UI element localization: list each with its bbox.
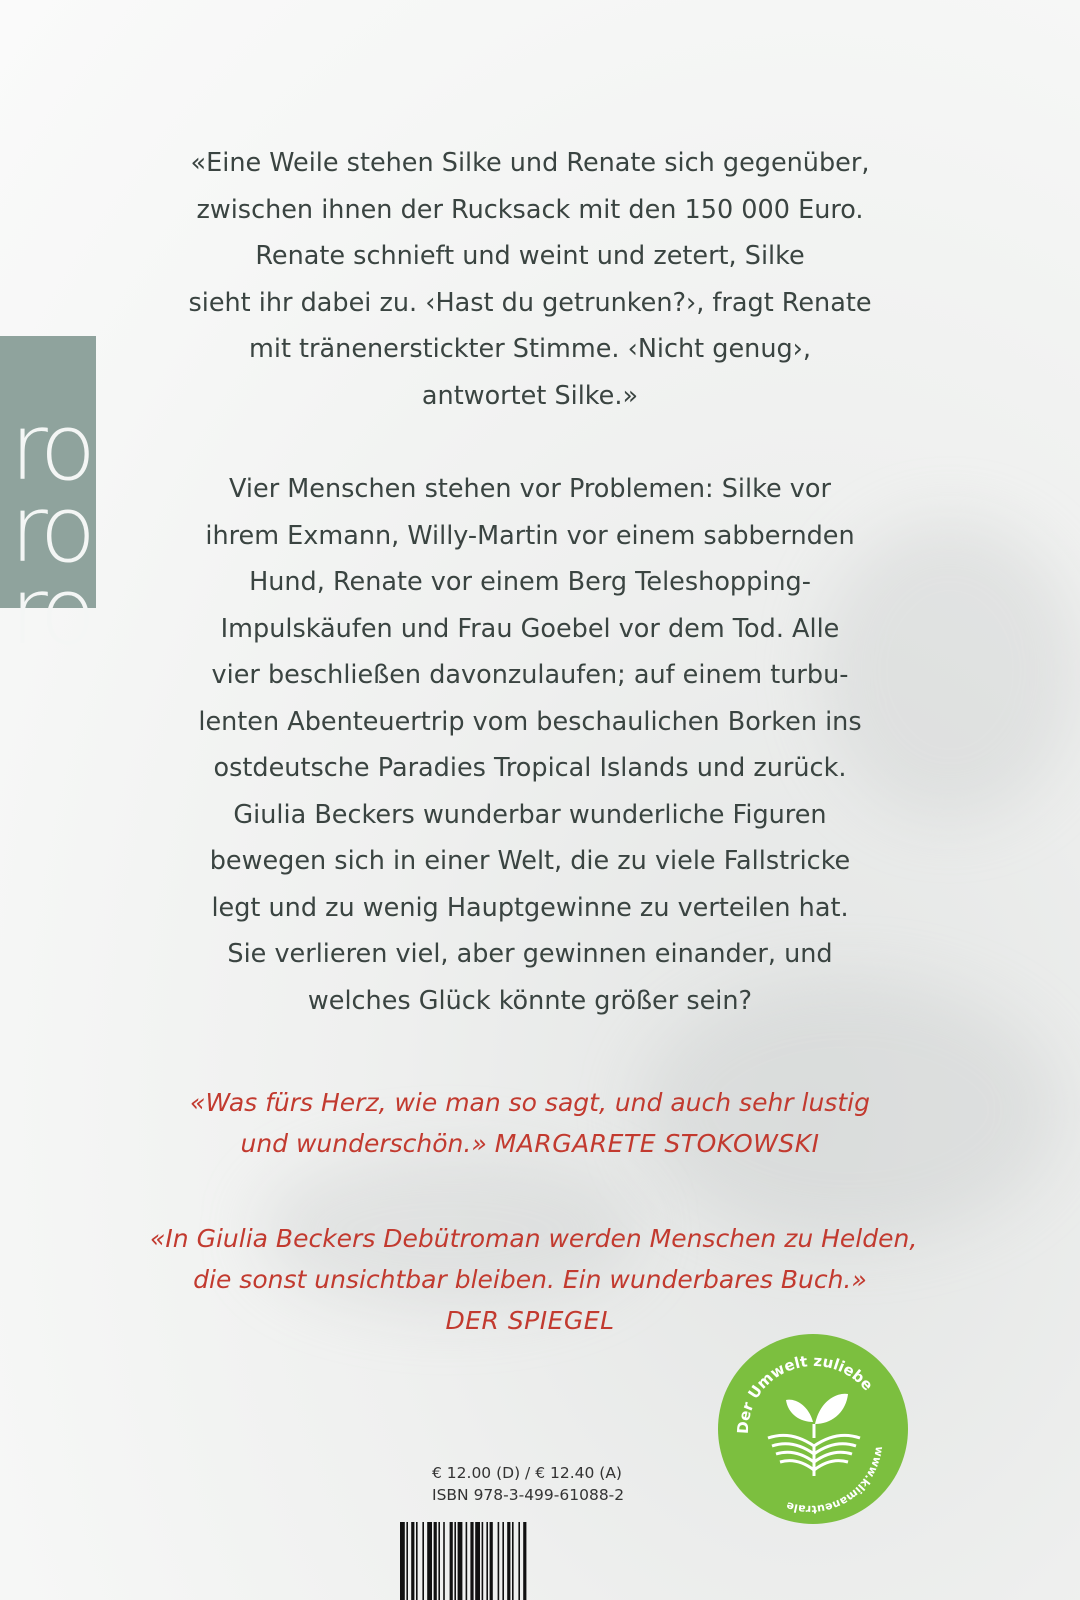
book-excerpt bbox=[150, 140, 910, 419]
barcode-bar bbox=[422, 1522, 424, 1600]
review-source: MARGARETE STOKOWSKI bbox=[494, 1129, 820, 1158]
review-line: «Was fürs Herz, wie man so sagt, und auch sehr lustig bbox=[190, 1088, 870, 1117]
blurb-line: Vier Menschen stehen vor Problemen: Silke vor bbox=[229, 474, 831, 504]
open-book-icon bbox=[768, 1435, 860, 1476]
price-label: € 12.00 (D) / € 12.40 (A) bbox=[432, 1464, 622, 1482]
barcode-bar bbox=[470, 1522, 473, 1600]
barcode-bar bbox=[443, 1522, 445, 1600]
barcode-bar bbox=[400, 1522, 405, 1600]
blurb-line: Giulia Beckers wunderbar wunderliche Figuren bbox=[233, 799, 827, 830]
barcode-bar bbox=[486, 1522, 488, 1600]
barcode-bar bbox=[411, 1522, 414, 1600]
blurb-line: Hund, Renate vor einem Berg Teleshopping- bbox=[249, 567, 811, 597]
blurb-line: lenten Abenteuertrip vom beschaulichen Borken ins bbox=[198, 706, 862, 737]
logo-letters: ro bbox=[10, 476, 91, 583]
excerpt-line: antwortet Silke.» bbox=[421, 380, 639, 411]
excerpt-line: «Eine Weile stehen Silke und Renate sich gegenüber, bbox=[190, 148, 870, 178]
excerpt-line: zwischen ihnen der Rucksack mit den 150 000 Euro. bbox=[196, 194, 864, 225]
barcode-bar bbox=[458, 1522, 463, 1600]
review-line: «In Giulia Beckers Debütroman werden Menschen zu Helden, bbox=[150, 1224, 918, 1253]
isbn-label: ISBN 978-3-499-61088-2 bbox=[432, 1486, 625, 1504]
barcode-bar bbox=[490, 1522, 493, 1600]
price-isbn-block bbox=[432, 1462, 624, 1506]
review-quote-spiegel bbox=[150, 1218, 918, 1341]
barcode-bar bbox=[523, 1522, 526, 1600]
climate-neutral-seal bbox=[718, 1334, 908, 1524]
blurb-line: ihrem Exmann, Willy-Martin vor einem sabbernden bbox=[205, 520, 855, 551]
review-quote-stokowski bbox=[150, 1082, 910, 1164]
barcode-bar bbox=[450, 1522, 453, 1600]
seal-side-text: www.klimaneutrale bbox=[784, 1445, 887, 1516]
excerpt-line: mit tränenerstickter Stimme. ‹Nicht genug›, bbox=[249, 334, 811, 364]
svg-text:Der Umwelt zuliebe bbox=[734, 1352, 877, 1434]
logo-letters: ro bbox=[10, 394, 91, 501]
barcode-bar bbox=[512, 1522, 514, 1600]
barcode-bar bbox=[518, 1522, 520, 1600]
blurb-line: Sie verlieren viel, aber gewinnen einander, und bbox=[227, 939, 833, 969]
blurb-line: vier beschließen davonzulaufen; auf einem turbu- bbox=[211, 660, 849, 690]
blurb-line: welches Glück könnte größer sein? bbox=[307, 985, 753, 1016]
excerpt-line: sieht ihr dabei zu. ‹Hast du getrunken?›, fragt Renate bbox=[188, 287, 872, 318]
barcode-bar bbox=[502, 1522, 504, 1600]
barcode-bar bbox=[454, 1522, 456, 1600]
rororo-logo bbox=[0, 336, 96, 665]
blurb-line: Impulskäufen und Frau Goebel vor dem Tod. Alle bbox=[220, 613, 840, 644]
seal-top-text: Der Umwelt zuliebe bbox=[733, 1351, 877, 1435]
barcode-bar bbox=[498, 1522, 500, 1600]
barcode-bar bbox=[416, 1522, 418, 1600]
leaf-icon bbox=[786, 1394, 848, 1438]
barcode-bar bbox=[427, 1522, 432, 1600]
logo-letters: ro bbox=[10, 558, 91, 665]
barcode-bar bbox=[434, 1522, 437, 1600]
barcode bbox=[400, 1522, 620, 1600]
excerpt-line: Renate schnieft und weint und zetert, Silke bbox=[255, 241, 805, 271]
book-blurb bbox=[150, 466, 910, 1024]
blurb-line: bewegen sich in einer Welt, die zu viele Fallstricke bbox=[209, 846, 851, 876]
review-line: die sonst unsichtbar bleiben. Ein wunderbares Buch.» bbox=[193, 1265, 867, 1294]
barcode-bar bbox=[507, 1522, 510, 1600]
barcode-bar bbox=[438, 1522, 440, 1600]
review-source: DER SPIEGEL bbox=[445, 1306, 615, 1335]
barcode-bar bbox=[482, 1522, 484, 1600]
barcode-bar bbox=[475, 1522, 480, 1600]
seal-graphic bbox=[718, 1334, 908, 1524]
barcode-bar bbox=[466, 1522, 468, 1600]
review-line: und wunderschön.» bbox=[240, 1129, 487, 1158]
blurb-line: legt und zu wenig Hauptgewinne zu verteilen hat. bbox=[211, 892, 849, 923]
barcode-bar bbox=[406, 1522, 408, 1600]
blurb-line: ostdeutsche Paradies Tropical Islands und zurück. bbox=[213, 753, 847, 783]
